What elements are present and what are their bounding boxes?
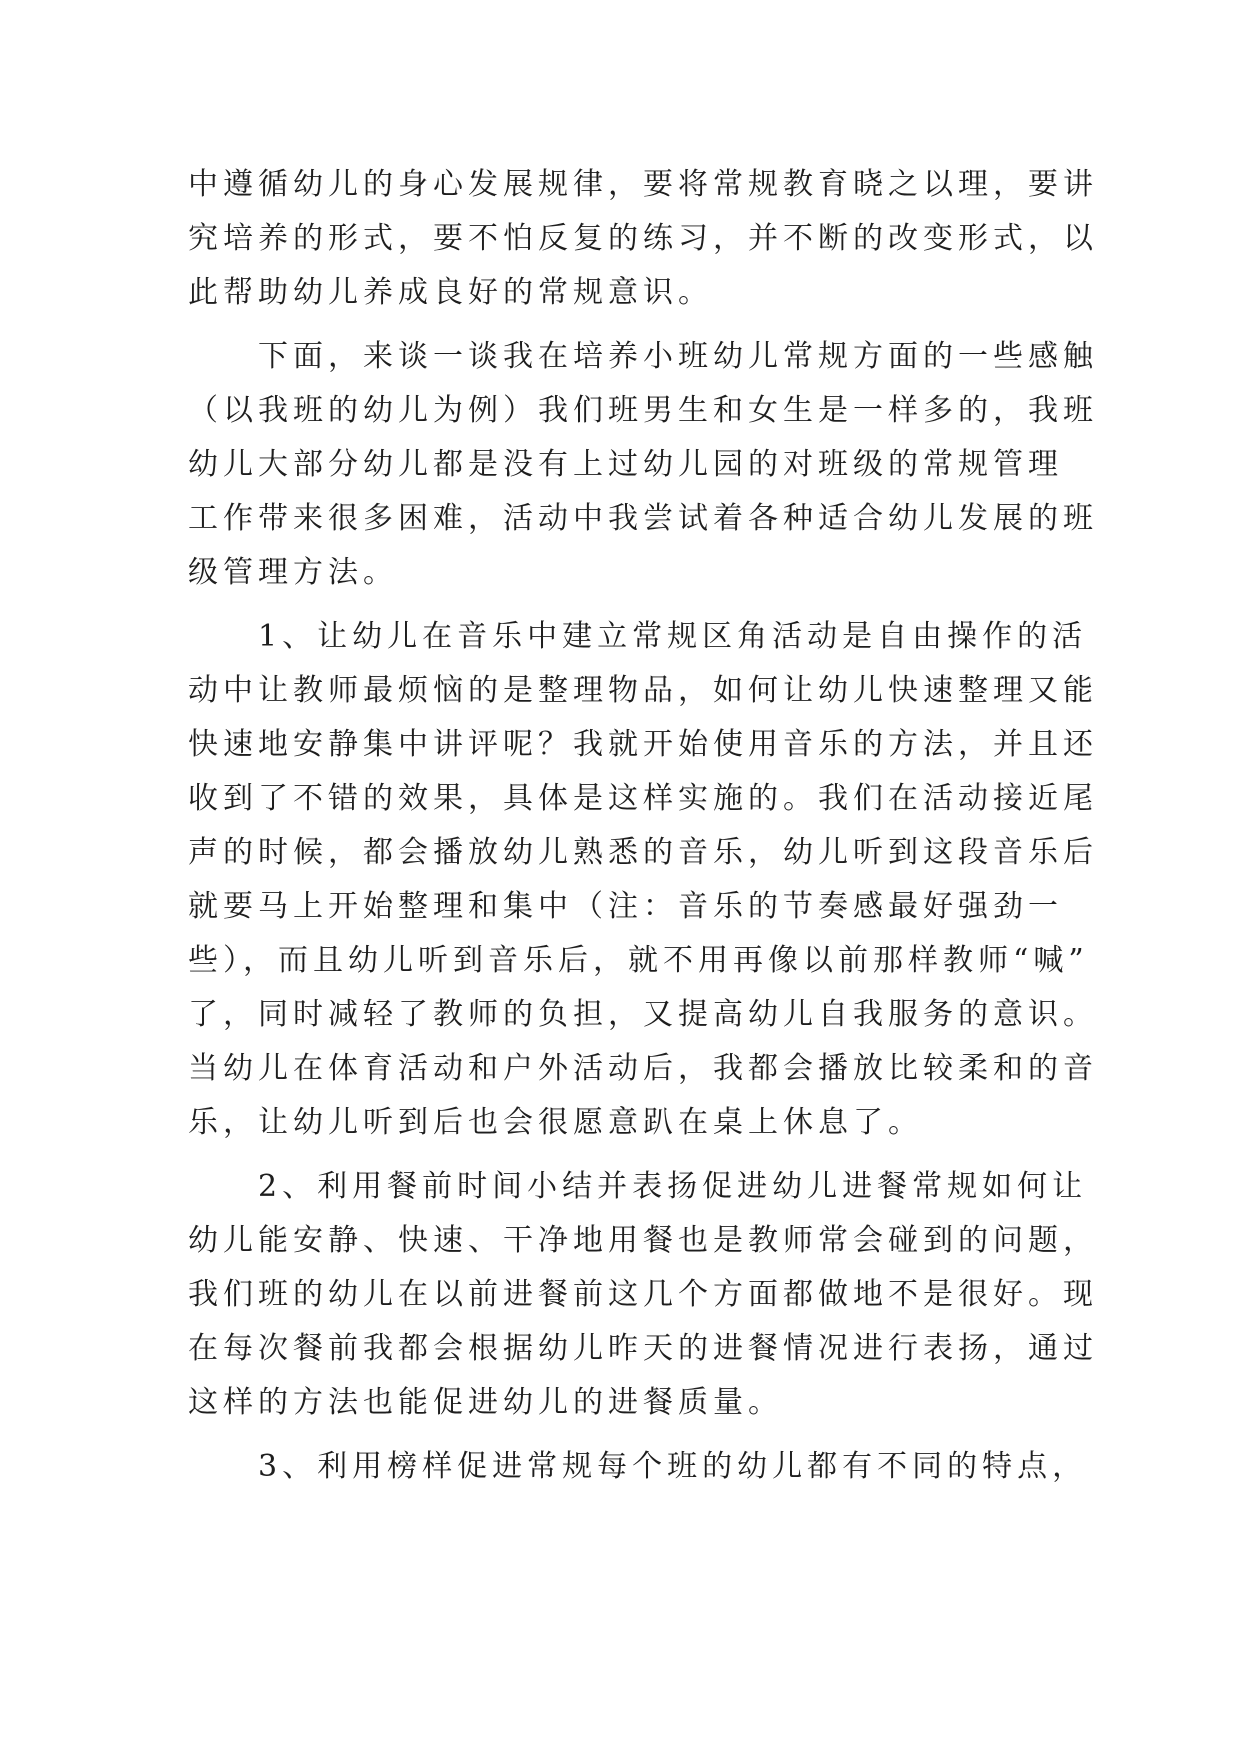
text-line: 收到了不错的效果，具体是这样实施的。我们在活动接近尾 bbox=[188, 781, 1098, 816]
text-line: 在每次餐前我都会根据幼儿昨天的进餐情况进行表扬，通过 bbox=[188, 1331, 1098, 1366]
document-body bbox=[188, 158, 1098, 1494]
text-line: 级管理方法。 bbox=[188, 555, 398, 590]
text-line: 下面，来谈一谈我在培养小班幼儿常规方面的一些感触 bbox=[188, 339, 1098, 374]
text-line: 幼儿能安静、快速、干净地用餐也是教师常会碰到的问题， bbox=[188, 1223, 1098, 1258]
text-line: 工作带来很多困难，活动中我尝试着各种适合幼儿发展的班 bbox=[188, 501, 1098, 536]
text-line: 当幼儿在体育活动和户外活动后，我都会播放比较柔和的音 bbox=[188, 1051, 1098, 1086]
paragraph bbox=[188, 610, 1098, 1150]
paragraph bbox=[188, 330, 1098, 600]
paragraph bbox=[188, 158, 1098, 320]
text-line: （以我班的幼儿为例）我们班男生和女生是一样多的，我班 bbox=[188, 393, 1098, 428]
text-line: 了，同时减轻了教师的负担，又提高幼儿自我服务的意识。 bbox=[188, 997, 1098, 1032]
text-line: 究培养的形式，要不怕反复的练习，并不断的改变形式，以 bbox=[188, 221, 1098, 256]
text-line: 1、让幼儿在音乐中建立常规区角活动是自由操作的活 bbox=[188, 619, 1088, 654]
paragraph bbox=[188, 1440, 1088, 1494]
text-line: 此帮助幼儿养成良好的常规意识。 bbox=[188, 275, 713, 310]
text-line: 我们班的幼儿在以前进餐前这几个方面都做地不是很好。现 bbox=[188, 1277, 1098, 1312]
paragraph bbox=[188, 1160, 1098, 1430]
text-line: 这样的方法也能促进幼儿的进餐质量。 bbox=[188, 1385, 783, 1420]
text-line: 些），而且幼儿听到音乐后，就不用再像以前那样教师“喊” bbox=[188, 943, 1089, 978]
text-line: 快速地安静集中讲评呢？我就开始使用音乐的方法，并且还 bbox=[188, 727, 1098, 762]
text-line: 中遵循幼儿的身心发展规律，要将常规教育晓之以理，要讲 bbox=[188, 167, 1098, 202]
text-line: 声的时候，都会播放幼儿熟悉的音乐，幼儿听到这段音乐后 bbox=[188, 835, 1098, 870]
text-line: 就要马上开始整理和集中（注：音乐的节奏感最好强劲一 bbox=[188, 889, 1063, 924]
text-line: 2、利用餐前时间小结并表扬促进幼儿进餐常规如何让 bbox=[188, 1169, 1088, 1204]
text-line: 乐，让幼儿听到后也会很愿意趴在桌上休息了。 bbox=[188, 1105, 923, 1140]
text-line: 3、利用榜样促进常规每个班的幼儿都有不同的特点， bbox=[188, 1449, 1088, 1484]
text-line: 动中让教师最烦恼的是整理物品，如何让幼儿快速整理又能 bbox=[188, 673, 1098, 708]
text-line: 幼儿大部分幼儿都是没有上过幼儿园的对班级的常规管理 bbox=[188, 447, 1063, 482]
